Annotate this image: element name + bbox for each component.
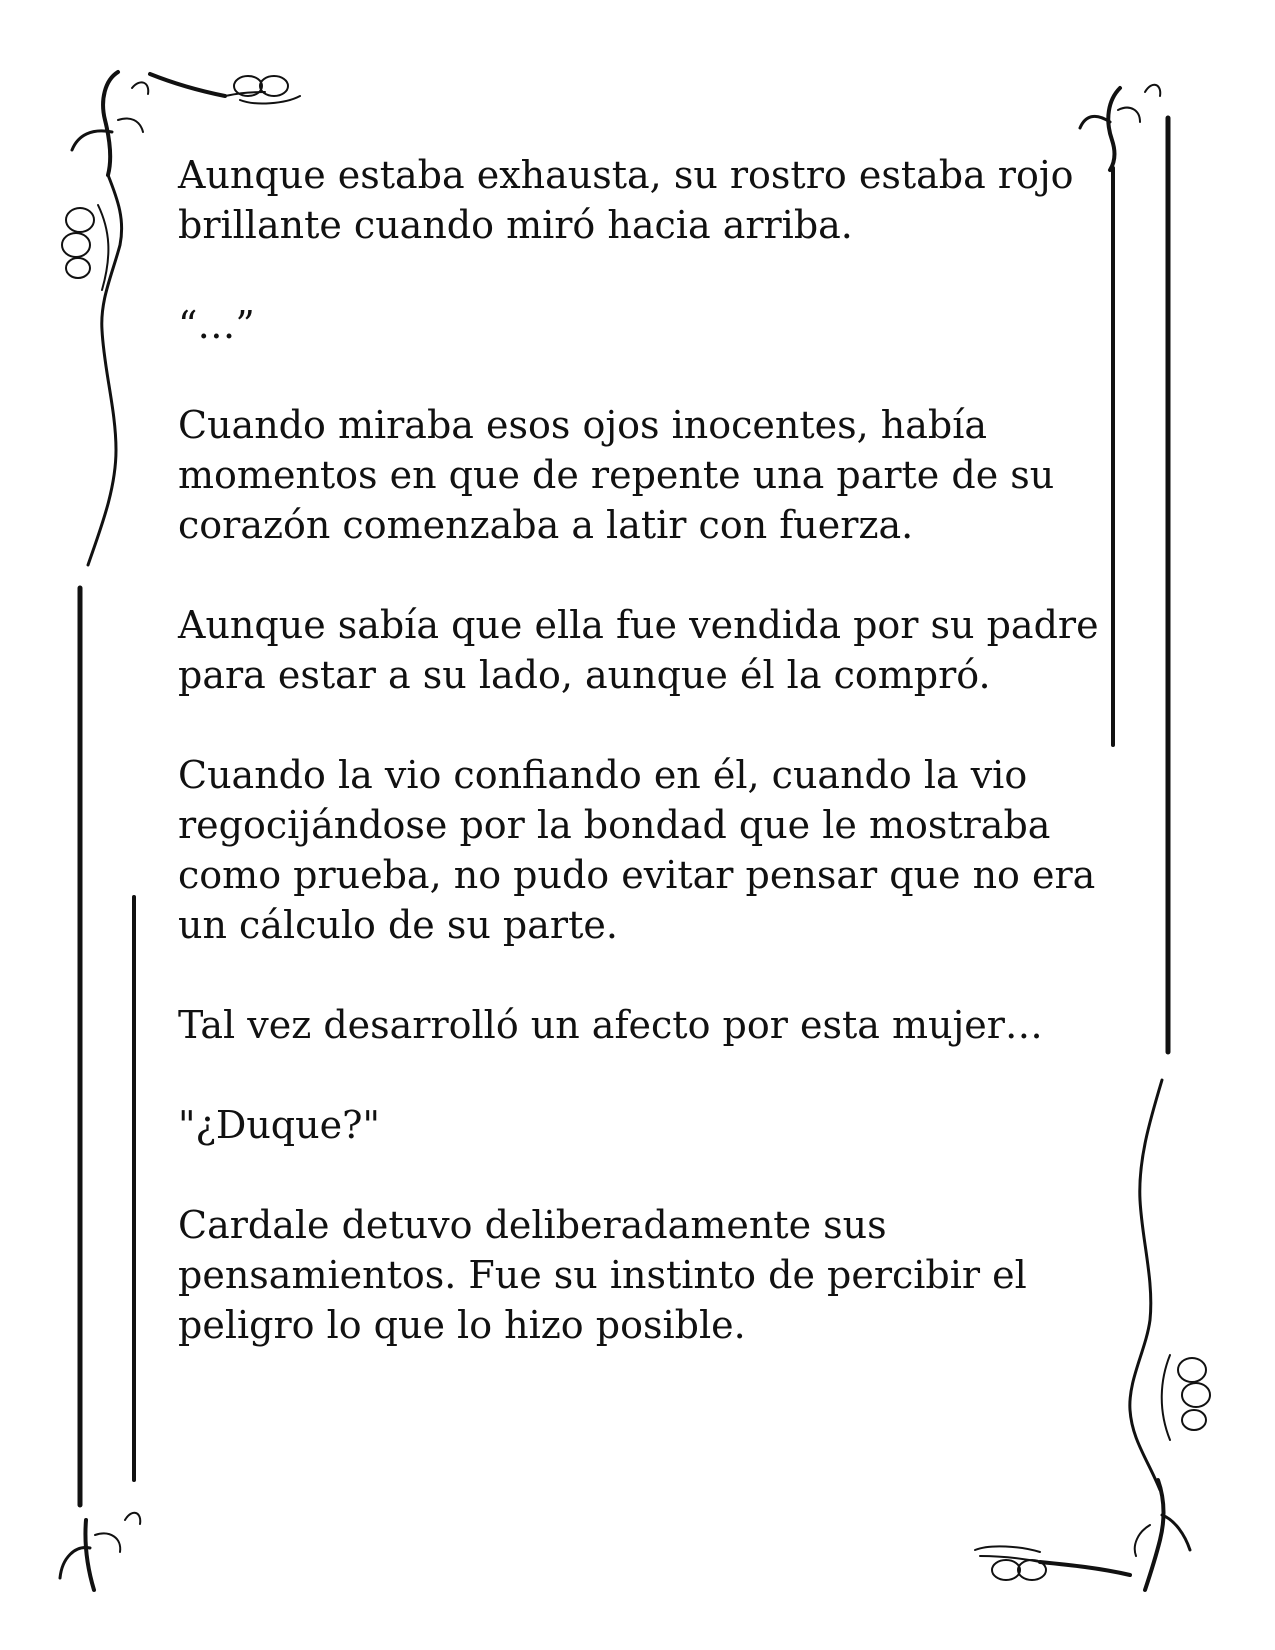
- paragraph: Cuando miraba esos ojos inocentes, había momentos en que de repente una parte de su corazón comenzaba a latir con fuerza.: [178, 403, 1055, 547]
- corner-flourish-bottom-left: [60, 1513, 140, 1590]
- paragraph: Aunque estaba exhausta, su rostro estaba rojo brillante cuando miró hacia arriba.: [178, 153, 1074, 247]
- paragraph: Cardale detuvo deliberadamente sus pensamientos. Fue su instinto de percibir el peligro lo que lo hizo posible.: [178, 1203, 1027, 1347]
- paragraph: Tal vez desarrolló un afecto por esta mujer…: [178, 1003, 1043, 1047]
- paragraph: "¿Duque?": [178, 1103, 380, 1147]
- paragraph: “…”: [178, 303, 255, 347]
- paragraph: Cuando la vio confiando en él, cuando la vio regocijándose por la bondad que le mostraba como prueba, no pudo evitar pensar que no era un cálculo de su parte.: [178, 753, 1096, 947]
- story-text: [178, 150, 1113, 1400]
- paragraph: Aunque sabía que ella fue vendida por su padre para estar a su lado, aunque él la compró.: [178, 603, 1099, 697]
